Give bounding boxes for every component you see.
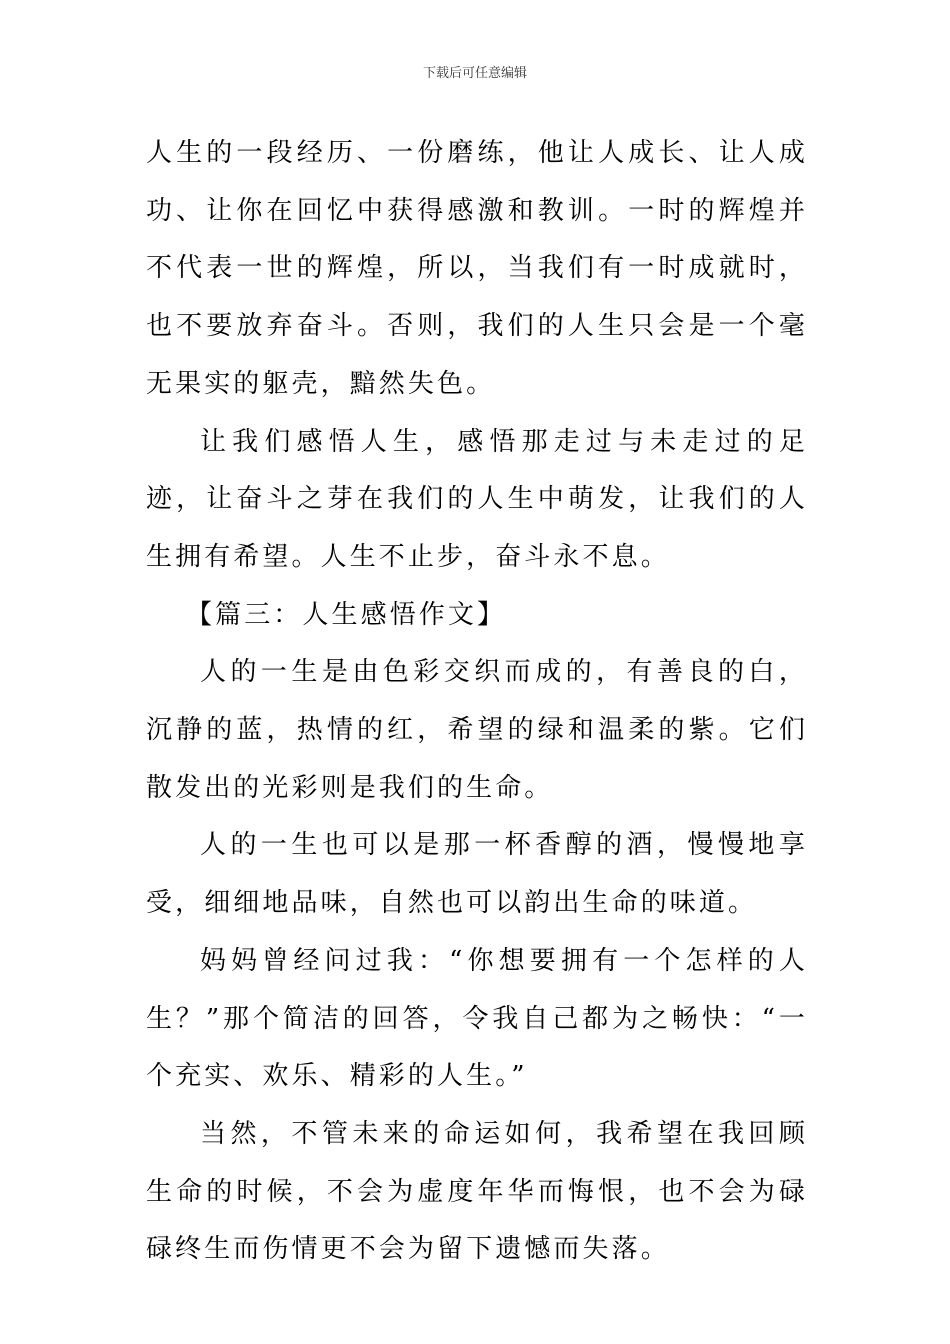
paragraph-1: 人生的一段经历、一份磨练，他让人成长、让人成功、让你在回忆中获得感激和教训。一时的辉煌并不代表一世的辉煌，所以，当我们有一时成就时，也不要放弃奋斗。否则，我们的人生只会是一个毫无果实的躯壳，黯然失色。	[146, 138, 808, 399]
paragraph-5: 妈妈曾经问过我：“你想要拥有一个怎样的人生？”那个简洁的回答，令我自己都为之畅快：“一个充实、欢乐、精彩的人生。”	[146, 945, 808, 1092]
paragraph-2: 让我们感悟人生，感悟那走过与未走过的足迹，让奋斗之芽在我们的人生中萌发，让我们的人生拥有希望。人生不止步，奋斗永不息。	[146, 426, 808, 572]
paragraph-4: 人的一生也可以是那一杯香醇的酒，慢慢地享受，细细地品味，自然也可以韵出生命的味道。	[146, 830, 808, 919]
paragraph-3: 人的一生是由色彩交织而成的，有善良的白，沉静的蓝，热情的红，希望的绿和温柔的紫。它们散发出的光彩则是我们的生命。	[146, 657, 808, 803]
document-body	[146, 125, 808, 1279]
section-heading: 【篇三：人生感悟作文】	[186, 599, 507, 630]
page-header-note: 下载后可任意编辑	[422, 66, 527, 81]
paragraph-6: 当然，不管未来的命运如何，我希望在我回顾生命的时候，不会为虚度年华而悔恨，也不会为碌碌终生而伤情更不会为留下遗憾而失落。	[146, 1118, 808, 1265]
